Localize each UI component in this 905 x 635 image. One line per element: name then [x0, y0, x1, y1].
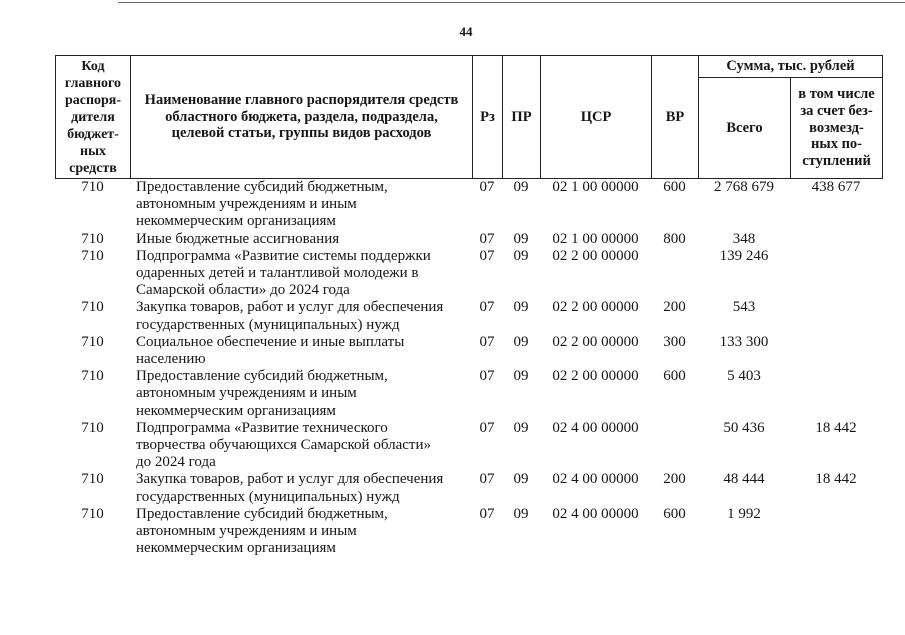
cell-vr: 800	[663, 230, 686, 247]
cell-vr	[651, 420, 698, 472]
header-code: Код главного распоря- дителя бюджет- ных средств	[56, 56, 131, 179]
cell-gratuitous	[790, 506, 882, 558]
table-row	[55, 420, 882, 472]
header-pr: ПР	[503, 56, 541, 179]
header-name: Наименование главного распорядителя средств областного бюджета, раздела, подраздела, целевой статьи, группы видов расходов	[131, 56, 473, 179]
table-row	[55, 368, 882, 420]
cell-name: Закупка товаров, работ и услуг для обеспечения государственных (муниципальных) нужд	[136, 471, 444, 505]
cell-vr: 200	[663, 471, 686, 488]
scan-edge-line	[118, 2, 905, 3]
table-body	[55, 179, 882, 557]
cell-total: 50 436	[723, 419, 765, 436]
table-row	[55, 231, 882, 248]
cell-total: 133 300	[719, 333, 769, 350]
table-row	[55, 471, 882, 505]
cell-rz: 07	[479, 368, 495, 385]
cell-name: Подпрограмма «Развитие системы поддержки одаренных детей и талантливой молодежи в Самарской области» до 2024 года	[136, 247, 431, 299]
cell-pr: 09	[513, 419, 529, 436]
cell-csr: 02 2 00 00000	[552, 247, 639, 264]
cell-rz: 07	[479, 419, 495, 436]
cell-rz: 07	[479, 299, 495, 316]
cell-csr: 02 4 00 00000	[552, 419, 639, 436]
cell-gratuitous	[790, 231, 882, 248]
cell-pr: 09	[513, 505, 529, 522]
cell-pr: 09	[513, 333, 529, 350]
cell-vr	[651, 248, 698, 300]
cell-vr: 200	[663, 299, 686, 316]
cell-vr: 600	[663, 505, 686, 522]
cell-csr: 02 1 00 00000	[552, 179, 639, 195]
header-sum: Сумма, тыс. рублей	[699, 56, 883, 78]
table-row	[55, 179, 882, 231]
table-row	[55, 299, 882, 333]
cell-pr: 09	[513, 230, 529, 247]
cell-rz: 07	[479, 230, 495, 247]
cell-gratuitous	[790, 334, 882, 368]
header-csr: ЦСР	[541, 56, 652, 179]
cell-gratuitous: 438 677	[811, 179, 861, 195]
cell-vr: 600	[663, 179, 686, 195]
table-row	[55, 334, 882, 368]
cell-total: 1 992	[727, 505, 761, 522]
table-row	[55, 248, 882, 300]
cell-code: 710	[81, 247, 104, 264]
cell-csr: 02 2 00 00000	[552, 299, 639, 316]
cell-code: 710	[81, 333, 104, 350]
cell-vr: 600	[663, 368, 686, 385]
cell-name: Предоставление субсидий бюджетным, автономным учреждениям и иным некоммерческим организациям	[136, 368, 388, 419]
cell-code: 710	[81, 230, 104, 247]
cell-total: 348	[732, 230, 756, 247]
cell-gratuitous: 18 442	[815, 471, 857, 488]
cell-pr: 09	[513, 179, 529, 195]
cell-vr: 300	[663, 333, 686, 350]
table-header	[55, 55, 883, 179]
cell-total: 5 403	[727, 368, 761, 385]
cell-code: 710	[81, 368, 104, 385]
cell-code: 710	[81, 179, 104, 195]
header-gratuitous: в том числе за счет без- возмезд- ных по- ступлений	[791, 78, 883, 179]
cell-name: Подпрограмма «Развитие технического творчества обучающихся Самарской области» до 2024 года	[136, 419, 431, 471]
cell-code: 710	[81, 471, 104, 488]
header-vr: ВР	[652, 56, 699, 179]
cell-total: 139 246	[719, 247, 769, 264]
cell-pr: 09	[513, 299, 529, 316]
cell-total: 2 768 679	[714, 179, 774, 195]
cell-rz: 07	[479, 333, 495, 350]
cell-rz: 07	[479, 505, 495, 522]
cell-pr: 09	[513, 471, 529, 488]
cell-csr: 02 2 00 00000	[552, 333, 639, 350]
cell-rz: 07	[479, 247, 495, 264]
cell-gratuitous	[790, 248, 882, 300]
cell-csr: 02 4 00 00000	[552, 505, 639, 522]
page-number: 44	[459, 24, 473, 39]
cell-gratuitous: 18 442	[815, 419, 857, 436]
cell-rz: 07	[479, 471, 495, 488]
cell-name: Закупка товаров, работ и услуг для обеспечения государственных (муниципальных) нужд	[136, 299, 444, 333]
cell-gratuitous	[790, 368, 882, 420]
cell-csr: 02 2 00 00000	[552, 368, 639, 385]
cell-code: 710	[81, 505, 104, 522]
cell-gratuitous	[790, 299, 882, 333]
header-rz: Рз	[473, 56, 503, 179]
cell-name: Иные бюджетные ассигнования	[136, 230, 340, 247]
cell-csr: 02 1 00 00000	[552, 230, 639, 247]
cell-name: Предоставление субсидий бюджетным, автономным учреждениям и иным некоммерческим организациям	[136, 179, 388, 230]
cell-total: 543	[732, 299, 756, 316]
cell-code: 710	[81, 419, 104, 436]
cell-csr: 02 4 00 00000	[552, 471, 639, 488]
cell-name: Предоставление субсидий бюджетным, автономным учреждениям и иным некоммерческим организациям	[136, 505, 388, 557]
cell-code: 710	[81, 299, 104, 316]
cell-pr: 09	[513, 368, 529, 385]
cell-pr: 09	[513, 247, 529, 264]
header-total: Всего	[699, 78, 791, 179]
cell-total: 48 444	[723, 471, 765, 488]
cell-name: Социальное обеспечение и иные выплаты населению	[136, 333, 405, 368]
cell-rz: 07	[479, 179, 495, 195]
table-row	[55, 506, 882, 558]
